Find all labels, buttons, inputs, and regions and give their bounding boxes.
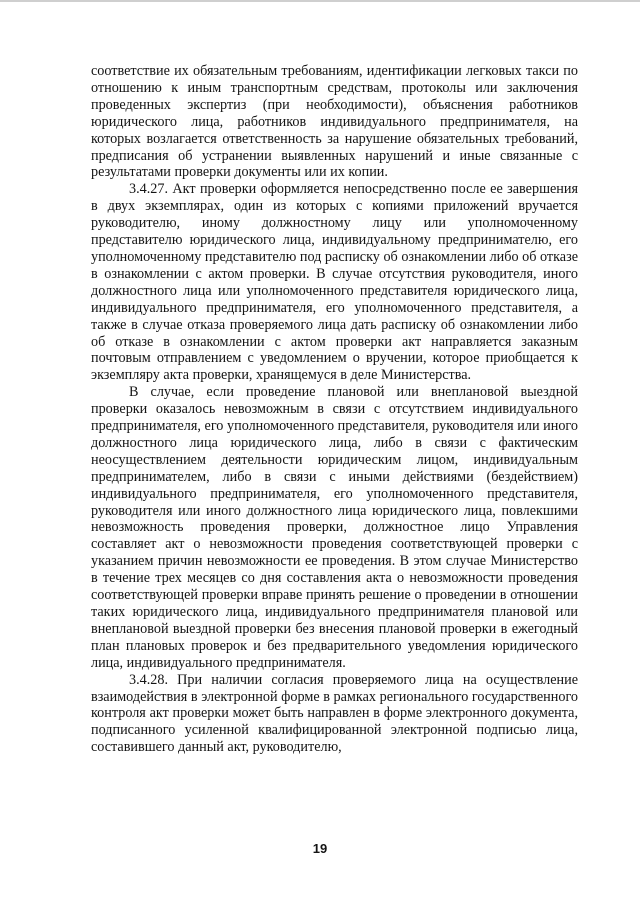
body-text — [91, 63, 578, 756]
paragraph-impossibility: В случае, если проведение плановой или внеплановой выездной проверки оказалось невозможным в связи с отсутствием индивидуального предпринимателя, его уполномоченного представителя, руководителя или иного должностного лица юридического лица, либо в связи с фактическим неосуществлением деятельности юридическим лицом, индивидуальным предпринимателем, либо в связи с иными действиями (бездействием) индивидуального предпринимателя, его уполномоченного представителя, руководителя или иного должностного лица юридического лица, повлекшими невозможность проведения проверки, должностное лицо Управления составляет акт о невозможности проведения соответствующей проверки с указанием причин невозможности ее проведения. В этом случае Министерство в течение трех месяцев со дня составления акта о невозможности проведения соответствующей проверки вправе принять решение о проведении в отношении таких юридического лица, индивидуального предпринимателя плановой или внеплановой выездной проверки без внесения плановой проверки в ежегодный план плановых проверок и без предварительного уведомления юридического лица, индивидуального предпринимателя. — [91, 384, 578, 671]
paragraph-continuation: соответствие их обязательным требованиям, идентификации легковых такси по отношению к иным транспортным средствам, протоколы или заключения проведенных экспертиз (при необходимости), объяснения работников юридического лица, работников индивидуального предпринимателя, на которых возлагается ответственность за нарушение обязательных требований, предписания об устранении выявленных нарушений и иные связанные с результатами проверки документы или их копии. — [91, 63, 578, 181]
paragraph-clause-3-4-28: 3.4.28. При наличии согласия проверяемого лица на осуществление взаимодействия в электронной форме в рамках регионального государственного контроля акт проверки может быть направлен в форме электронного документа, подписанного усиленной квалифицированной электронной подписью лица, составившего данный акт, руководителю, — [91, 671, 578, 756]
paragraph-clause-3-4-27: 3.4.27. Акт проверки оформляется непосредственно после ее завершения в двух экземплярах, один из которых с копиями приложений вручается руководителю, иному должностному лицу или уполномоченному представителю юридического лица, индивидуальному предпринимателю, его уполномоченному представителю под расписку об ознакомлении либо об отказе в ознакомлении с актом проверки. В случае отсутствия руководителя, иного должностного лица или уполномоченного представителя юридического лица, индивидуального предпринимателя, его уполномоченного представителя, а также в случае отказа проверяемого лица дать расписку об ознакомлении либо об отказе в ознакомлении с актом проверки акт направляется заказным почтовым отправлением с уведомлением о вручении, которое приобщается к экземпляру акта проверки, хранящемуся в деле Министерства. — [91, 181, 578, 384]
page-top-edge — [0, 0, 640, 2]
page-number: 19 — [312, 841, 328, 856]
